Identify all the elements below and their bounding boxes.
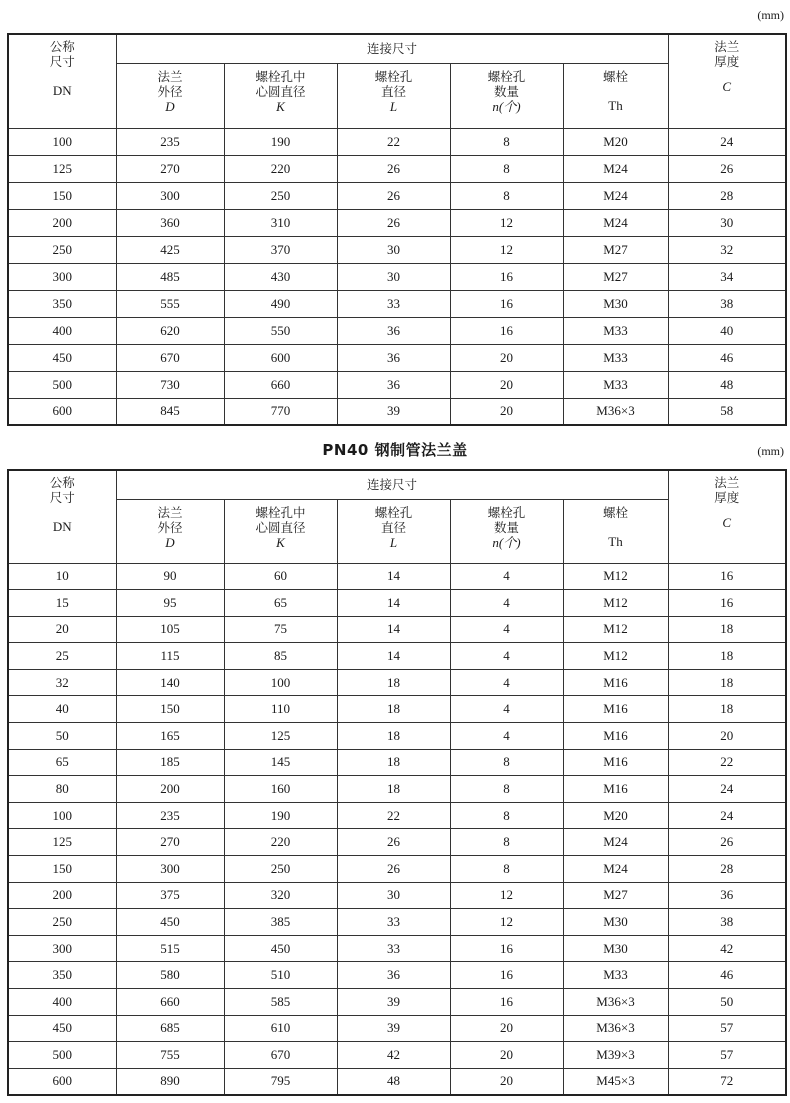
cell-thickness: 26 (668, 155, 786, 182)
cell-bolt-count: 20 (450, 398, 563, 425)
cell-bolt-circle: 600 (224, 344, 337, 371)
cell-bolt-count: 20 (450, 1015, 563, 1042)
cell-bolt-count: 20 (450, 371, 563, 398)
cell-bolt-circle: 550 (224, 317, 337, 344)
cell-outer-diameter: 270 (116, 155, 224, 182)
table-row (8, 128, 786, 155)
cell-outer-diameter: 730 (116, 371, 224, 398)
cell-outer-diameter: 300 (116, 182, 224, 209)
cell-bolt-size: M20 (563, 128, 668, 155)
cell-dn: 400 (8, 989, 116, 1016)
cell-dn: 125 (8, 829, 116, 856)
cell-bolt-circle: 320 (224, 882, 337, 909)
header-connection-dimensions: 连接尺寸 (116, 470, 668, 499)
cell-dn: 80 (8, 776, 116, 803)
cell-bolt-count: 16 (450, 989, 563, 1016)
cell-bolt-hole-diameter: 36 (337, 962, 450, 989)
cell-bolt-hole-diameter: 33 (337, 935, 450, 962)
table-row (8, 590, 786, 617)
cell-bolt-circle: 385 (224, 909, 337, 936)
cell-thickness: 58 (668, 398, 786, 425)
table-row (8, 263, 786, 290)
cell-bolt-circle: 310 (224, 209, 337, 236)
table-row (8, 696, 786, 723)
cell-bolt-hole-diameter: 22 (337, 128, 450, 155)
cell-bolt-count: 20 (450, 1068, 563, 1095)
cell-bolt-circle: 490 (224, 290, 337, 317)
cell-bolt-count: 4 (450, 563, 563, 590)
cell-outer-diameter: 90 (116, 563, 224, 590)
header-n: 螺栓孔 数量 n(个) (450, 499, 563, 563)
cell-thickness: 16 (668, 590, 786, 617)
table-row (8, 563, 786, 590)
cell-thickness: 38 (668, 290, 786, 317)
cell-dn: 100 (8, 802, 116, 829)
cell-outer-diameter: 660 (116, 989, 224, 1016)
cell-thickness: 24 (668, 802, 786, 829)
cell-outer-diameter: 235 (116, 802, 224, 829)
cell-thickness: 20 (668, 723, 786, 750)
cell-dn: 350 (8, 290, 116, 317)
cell-bolt-size: M12 (563, 616, 668, 643)
cell-bolt-circle: 60 (224, 563, 337, 590)
cell-bolt-size: M36×3 (563, 989, 668, 1016)
table-row (8, 723, 786, 750)
cell-thickness: 18 (668, 669, 786, 696)
header-d: 法兰 外径 D (116, 499, 224, 563)
cell-bolt-size: M33 (563, 317, 668, 344)
table-row (8, 398, 786, 425)
table-row (8, 182, 786, 209)
cell-bolt-size: M12 (563, 643, 668, 670)
cell-outer-diameter: 375 (116, 882, 224, 909)
table-row (8, 909, 786, 936)
cell-bolt-size: M24 (563, 829, 668, 856)
cell-bolt-size: M33 (563, 344, 668, 371)
table-row (8, 669, 786, 696)
cell-bolt-circle: 795 (224, 1068, 337, 1095)
cell-dn: 100 (8, 128, 116, 155)
cell-bolt-size: M27 (563, 882, 668, 909)
cell-bolt-circle: 670 (224, 1042, 337, 1069)
table-row (8, 371, 786, 398)
cell-dn: 200 (8, 882, 116, 909)
cell-bolt-circle: 585 (224, 989, 337, 1016)
cell-outer-diameter: 890 (116, 1068, 224, 1095)
cell-dn: 500 (8, 371, 116, 398)
cell-thickness: 57 (668, 1015, 786, 1042)
cell-bolt-circle: 190 (224, 128, 337, 155)
table-row (8, 989, 786, 1016)
cell-bolt-count: 8 (450, 182, 563, 209)
unit-label-top: (mm) (757, 8, 784, 22)
cell-bolt-count: 4 (450, 643, 563, 670)
cell-bolt-size: M16 (563, 696, 668, 723)
cell-bolt-count: 12 (450, 909, 563, 936)
cell-bolt-circle: 770 (224, 398, 337, 425)
cell-bolt-hole-diameter: 26 (337, 182, 450, 209)
cell-bolt-hole-diameter: 26 (337, 155, 450, 182)
cell-bolt-hole-diameter: 26 (337, 209, 450, 236)
cell-bolt-count: 16 (450, 263, 563, 290)
table-row (8, 776, 786, 803)
table-row (8, 1042, 786, 1069)
cell-bolt-count: 16 (450, 290, 563, 317)
cell-bolt-size: M30 (563, 290, 668, 317)
table-row (8, 317, 786, 344)
cell-dn: 150 (8, 182, 116, 209)
cell-outer-diameter: 95 (116, 590, 224, 617)
cell-bolt-circle: 85 (224, 643, 337, 670)
cell-bolt-circle: 75 (224, 616, 337, 643)
header-k: 螺栓孔中 心圆直径 K (224, 63, 337, 128)
cell-bolt-circle: 220 (224, 155, 337, 182)
cell-outer-diameter: 140 (116, 669, 224, 696)
table-row (8, 749, 786, 776)
cell-dn: 600 (8, 398, 116, 425)
cell-dn: 450 (8, 344, 116, 371)
cell-bolt-hole-diameter: 33 (337, 290, 450, 317)
table-row (8, 856, 786, 883)
cell-bolt-circle: 450 (224, 935, 337, 962)
cell-outer-diameter: 485 (116, 263, 224, 290)
cell-bolt-count: 8 (450, 155, 563, 182)
cell-bolt-count: 16 (450, 317, 563, 344)
cell-bolt-size: M16 (563, 723, 668, 750)
cell-dn: 65 (8, 749, 116, 776)
cell-dn: 10 (8, 563, 116, 590)
cell-outer-diameter: 270 (116, 829, 224, 856)
cell-bolt-size: M24 (563, 155, 668, 182)
header-dn: 公称 尺寸 DN (8, 470, 116, 563)
header-th: 螺栓 Th (563, 499, 668, 563)
cell-bolt-count: 8 (450, 776, 563, 803)
table-row (8, 155, 786, 182)
cell-bolt-size: M39×3 (563, 1042, 668, 1069)
table-row (8, 616, 786, 643)
cell-outer-diameter: 555 (116, 290, 224, 317)
cell-outer-diameter: 580 (116, 962, 224, 989)
cell-outer-diameter: 515 (116, 935, 224, 962)
cell-outer-diameter: 620 (116, 317, 224, 344)
cell-bolt-size: M12 (563, 563, 668, 590)
cell-bolt-circle: 220 (224, 829, 337, 856)
cell-thickness: 26 (668, 829, 786, 856)
cell-thickness: 46 (668, 344, 786, 371)
cell-bolt-circle: 65 (224, 590, 337, 617)
cell-outer-diameter: 150 (116, 696, 224, 723)
table-row (8, 935, 786, 962)
cell-outer-diameter: 200 (116, 776, 224, 803)
cell-bolt-circle: 660 (224, 371, 337, 398)
cell-dn: 250 (8, 236, 116, 263)
cell-bolt-circle: 370 (224, 236, 337, 263)
cell-outer-diameter: 425 (116, 236, 224, 263)
cell-bolt-count: 8 (450, 856, 563, 883)
cell-bolt-size: M12 (563, 590, 668, 617)
table-row (8, 962, 786, 989)
cell-bolt-size: M27 (563, 236, 668, 263)
cell-bolt-hole-diameter: 48 (337, 1068, 450, 1095)
table-row (8, 802, 786, 829)
cell-bolt-hole-diameter: 33 (337, 909, 450, 936)
cell-bolt-count: 8 (450, 128, 563, 155)
cell-dn: 32 (8, 669, 116, 696)
cell-bolt-count: 12 (450, 236, 563, 263)
cell-bolt-count: 16 (450, 962, 563, 989)
cell-bolt-circle: 100 (224, 669, 337, 696)
cell-bolt-count: 4 (450, 590, 563, 617)
cell-dn: 300 (8, 935, 116, 962)
cell-thickness: 30 (668, 209, 786, 236)
cell-bolt-size: M36×3 (563, 1015, 668, 1042)
cell-thickness: 28 (668, 856, 786, 883)
cell-dn: 50 (8, 723, 116, 750)
cell-dn: 450 (8, 1015, 116, 1042)
cell-outer-diameter: 165 (116, 723, 224, 750)
cell-bolt-size: M16 (563, 776, 668, 803)
cell-dn: 25 (8, 643, 116, 670)
cell-bolt-size: M24 (563, 209, 668, 236)
cell-dn: 125 (8, 155, 116, 182)
cell-bolt-count: 20 (450, 1042, 563, 1069)
cell-thickness: 18 (668, 643, 786, 670)
cell-outer-diameter: 300 (116, 856, 224, 883)
cell-thickness: 18 (668, 616, 786, 643)
cell-bolt-hole-diameter: 26 (337, 856, 450, 883)
cell-thickness: 38 (668, 909, 786, 936)
cell-thickness: 57 (668, 1042, 786, 1069)
cell-thickness: 40 (668, 317, 786, 344)
cell-outer-diameter: 235 (116, 128, 224, 155)
cell-bolt-circle: 510 (224, 962, 337, 989)
cell-bolt-count: 4 (450, 723, 563, 750)
table-row (8, 290, 786, 317)
cell-dn: 250 (8, 909, 116, 936)
cell-bolt-hole-diameter: 42 (337, 1042, 450, 1069)
cell-thickness: 36 (668, 882, 786, 909)
cell-bolt-size: M30 (563, 935, 668, 962)
table-row (8, 344, 786, 371)
cell-bolt-hole-diameter: 30 (337, 263, 450, 290)
cell-bolt-size: M16 (563, 669, 668, 696)
cell-bolt-hole-diameter: 36 (337, 371, 450, 398)
cell-bolt-size: M27 (563, 263, 668, 290)
cell-outer-diameter: 685 (116, 1015, 224, 1042)
cell-bolt-hole-diameter: 18 (337, 669, 450, 696)
cell-outer-diameter: 185 (116, 749, 224, 776)
header-l: 螺栓孔 直径 L (337, 499, 450, 563)
cell-bolt-count: 4 (450, 696, 563, 723)
header-l: 螺栓孔 直径 L (337, 63, 450, 128)
header-d: 法兰 外径 D (116, 63, 224, 128)
cell-bolt-hole-diameter: 36 (337, 317, 450, 344)
flange-table-2 (7, 469, 787, 1096)
cell-bolt-hole-diameter: 39 (337, 989, 450, 1016)
cell-bolt-hole-diameter: 22 (337, 802, 450, 829)
table-row (8, 829, 786, 856)
cell-thickness: 28 (668, 182, 786, 209)
cell-thickness: 24 (668, 776, 786, 803)
cell-dn: 400 (8, 317, 116, 344)
cell-dn: 600 (8, 1068, 116, 1095)
cell-dn: 500 (8, 1042, 116, 1069)
cell-bolt-count: 8 (450, 749, 563, 776)
cell-bolt-size: M24 (563, 856, 668, 883)
cell-thickness: 34 (668, 263, 786, 290)
cell-bolt-count: 4 (450, 616, 563, 643)
cell-bolt-size: M24 (563, 182, 668, 209)
table-row (8, 236, 786, 263)
cell-bolt-size: M36×3 (563, 398, 668, 425)
cell-thickness: 32 (668, 236, 786, 263)
cell-bolt-hole-diameter: 14 (337, 616, 450, 643)
cell-outer-diameter: 670 (116, 344, 224, 371)
header-connection-dimensions: 连接尺寸 (116, 34, 668, 63)
cell-bolt-size: M16 (563, 749, 668, 776)
cell-thickness: 42 (668, 935, 786, 962)
cell-dn: 40 (8, 696, 116, 723)
cell-bolt-hole-diameter: 14 (337, 643, 450, 670)
cell-dn: 150 (8, 856, 116, 883)
cell-bolt-circle: 160 (224, 776, 337, 803)
table-row (8, 882, 786, 909)
cell-bolt-circle: 250 (224, 856, 337, 883)
cell-bolt-count: 8 (450, 802, 563, 829)
cell-bolt-hole-diameter: 14 (337, 563, 450, 590)
cell-bolt-hole-diameter: 39 (337, 398, 450, 425)
cell-thickness: 48 (668, 371, 786, 398)
table-row (8, 1015, 786, 1042)
cell-bolt-count: 4 (450, 669, 563, 696)
cell-bolt-hole-diameter: 30 (337, 236, 450, 263)
header-dn: 公称 尺寸 DN (8, 34, 116, 128)
cell-outer-diameter: 755 (116, 1042, 224, 1069)
header-c: 法兰 厚度 C (668, 34, 786, 128)
cell-thickness: 24 (668, 128, 786, 155)
cell-bolt-count: 16 (450, 935, 563, 962)
cell-thickness: 50 (668, 989, 786, 1016)
cell-thickness: 72 (668, 1068, 786, 1095)
cell-bolt-count: 12 (450, 882, 563, 909)
table-row (8, 209, 786, 236)
cell-bolt-size: M20 (563, 802, 668, 829)
cell-outer-diameter: 115 (116, 643, 224, 670)
cell-bolt-hole-diameter: 26 (337, 829, 450, 856)
cell-bolt-size: M30 (563, 909, 668, 936)
cell-bolt-hole-diameter: 39 (337, 1015, 450, 1042)
cell-bolt-count: 12 (450, 209, 563, 236)
table-2-title: PN40 钢制管法兰盖 (322, 441, 468, 459)
cell-dn: 300 (8, 263, 116, 290)
unit-label-table-2: (mm) (757, 444, 784, 458)
cell-dn: 350 (8, 962, 116, 989)
header-n: 螺栓孔 数量 n(个) (450, 63, 563, 128)
cell-bolt-size: M45×3 (563, 1068, 668, 1095)
cell-outer-diameter: 105 (116, 616, 224, 643)
cell-bolt-circle: 110 (224, 696, 337, 723)
cell-dn: 15 (8, 590, 116, 617)
cell-thickness: 16 (668, 563, 786, 590)
flange-table-1 (7, 33, 787, 426)
cell-bolt-hole-diameter: 36 (337, 344, 450, 371)
cell-thickness: 46 (668, 962, 786, 989)
cell-bolt-count: 20 (450, 344, 563, 371)
cell-bolt-hole-diameter: 18 (337, 723, 450, 750)
table-row (8, 643, 786, 670)
cell-bolt-circle: 250 (224, 182, 337, 209)
cell-bolt-hole-diameter: 18 (337, 749, 450, 776)
cell-bolt-hole-diameter: 14 (337, 590, 450, 617)
header-k: 螺栓孔中 心圆直径 K (224, 499, 337, 563)
cell-thickness: 22 (668, 749, 786, 776)
cell-outer-diameter: 450 (116, 909, 224, 936)
cell-thickness: 18 (668, 696, 786, 723)
cell-dn: 20 (8, 616, 116, 643)
header-c: 法兰 厚度 C (668, 470, 786, 563)
cell-outer-diameter: 360 (116, 209, 224, 236)
header-th: 螺栓 Th (563, 63, 668, 128)
cell-bolt-hole-diameter: 18 (337, 696, 450, 723)
cell-bolt-size: M33 (563, 962, 668, 989)
cell-bolt-circle: 145 (224, 749, 337, 776)
cell-bolt-circle: 125 (224, 723, 337, 750)
table-row (8, 1068, 786, 1095)
cell-bolt-hole-diameter: 18 (337, 776, 450, 803)
cell-bolt-circle: 610 (224, 1015, 337, 1042)
cell-dn: 200 (8, 209, 116, 236)
cell-bolt-circle: 190 (224, 802, 337, 829)
cell-bolt-size: M33 (563, 371, 668, 398)
cell-bolt-hole-diameter: 30 (337, 882, 450, 909)
cell-outer-diameter: 845 (116, 398, 224, 425)
cell-bolt-count: 8 (450, 829, 563, 856)
cell-bolt-circle: 430 (224, 263, 337, 290)
